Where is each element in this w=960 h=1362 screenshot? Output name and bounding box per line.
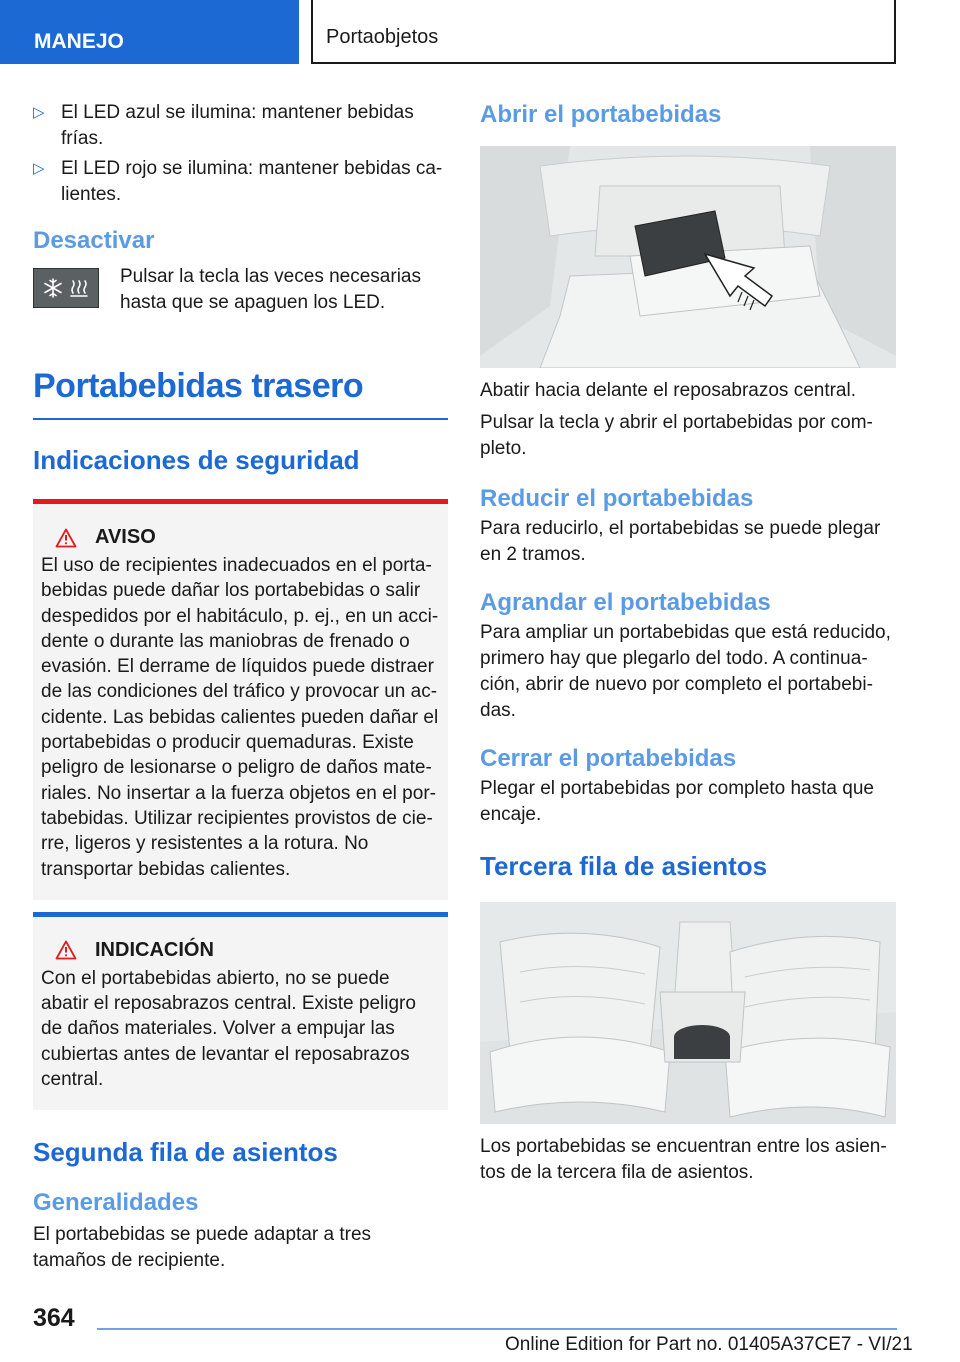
notice-text: Con el portabebidas abierto, no se puede abatir el reposabrazos central. Existe peligro de daños materiales. Volver a empujar las cubiertas antes de levantar el reposabrazos central.: [41, 967, 416, 1091]
section-divider: [33, 418, 448, 420]
triangle-bullet-icon: ▷: [33, 160, 45, 177]
notice-label: INDICACIÓN: [95, 938, 214, 961]
notice-box: [33, 912, 448, 1110]
safety-heading: Indicaciones de seguridad: [33, 445, 360, 475]
third-row-heading: Tercera fila de asientos: [480, 851, 768, 881]
enlarge-heading: Agrandar el portabebidas: [480, 589, 771, 616]
warning-box: [33, 499, 448, 900]
deactivate-heading: Desactivar: [33, 227, 155, 254]
third-row-text: Los portabebidas se encuentran entre los asien-tos de la tercera fila de asientos.: [480, 1136, 887, 1183]
deactivate-text: Pulsar la tecla las veces necesarias hasta que se apaguen los LED.: [120, 266, 421, 313]
chapter-tab: [0, 0, 299, 64]
climate-seat-button-icon: [33, 268, 99, 308]
list-item: ▷ El LED azul se ilumina: mantener bebidas frías.: [33, 102, 414, 149]
warning-text: El uso de recipientes inadecuados en el porta-bebidas puede dañar los portabebidas o salir despedidos por el habitáculo, p. ej., en un acci-dente o durante las maniobras de frenado o evasión. El derrame de líquidos puede distraer de las condiciones del tráfico y provocar un ac-cidente. Las bebidas calientes pueden dañar el portabebidas o producir quemaduras. Existe peligro de lesionarse o peligro de daños mate-riales. No insertar a la fuerza objetos en el por-tabebidas. Utilizar recipientes provistos de cie-rre, ligeros y resistentes a la rotura. No transportar bebidas calientes.: [41, 555, 439, 880]
chapter-label: MANEJO: [34, 30, 124, 53]
page-number: 364: [33, 1304, 75, 1332]
footer-divider: [97, 1328, 897, 1330]
close-text: Plegar el portabebidas por completo hasta que encaje.: [480, 778, 874, 825]
armrest-cupholder-illustration: [480, 146, 896, 368]
deactivate-row: [33, 264, 448, 316]
triangle-bullet-icon: ▷: [33, 104, 45, 121]
general-text: El portabebidas se puede adaptar a tres tamaños de recipiente.: [33, 1224, 372, 1272]
warning-triangle-icon: [55, 528, 77, 548]
general-heading: Generalidades: [33, 1189, 199, 1217]
section-title: Portabebidas trasero: [33, 367, 364, 405]
open-step-2: Pulsar la tecla y abrir el portabebidas por com-pleto.: [480, 412, 873, 459]
right-column: [480, 100, 896, 1186]
third-row-seats-illustration: [480, 902, 896, 1124]
heat-icon: [68, 277, 90, 299]
warning-triangle-icon: [55, 940, 77, 960]
edition-text: Online Edition for Part no. 01405A37CE7 - VI/21: [505, 1334, 913, 1355]
open-heading: Abrir el portabebidas: [480, 101, 722, 128]
snowflake-icon: [42, 277, 64, 299]
warning-label: AVISO: [95, 526, 156, 548]
list-item: ▷ El LED rojo se ilumina: mantener bebidas ca-lientes.: [33, 158, 443, 205]
left-column: [33, 100, 448, 1274]
enlarge-text: Para ampliar un portabebidas que está reducido, primero hay que plegarlo del todo. A continua-ción, abrir de nuevo por completo el portabebi-das.: [480, 622, 891, 721]
reduce-text: Para reducirlo, el portabebidas se puede plegar en 2 tramos.: [480, 518, 881, 565]
open-step-1: Abatir hacia delante el reposabrazos central.: [480, 380, 857, 401]
reduce-heading: Reducir el portabebidas: [480, 485, 754, 512]
close-heading: Cerrar el portabebidas: [480, 745, 737, 772]
second-row-heading: Segunda fila de asientos: [33, 1137, 338, 1168]
page-title: Portaobjetos: [326, 26, 439, 48]
